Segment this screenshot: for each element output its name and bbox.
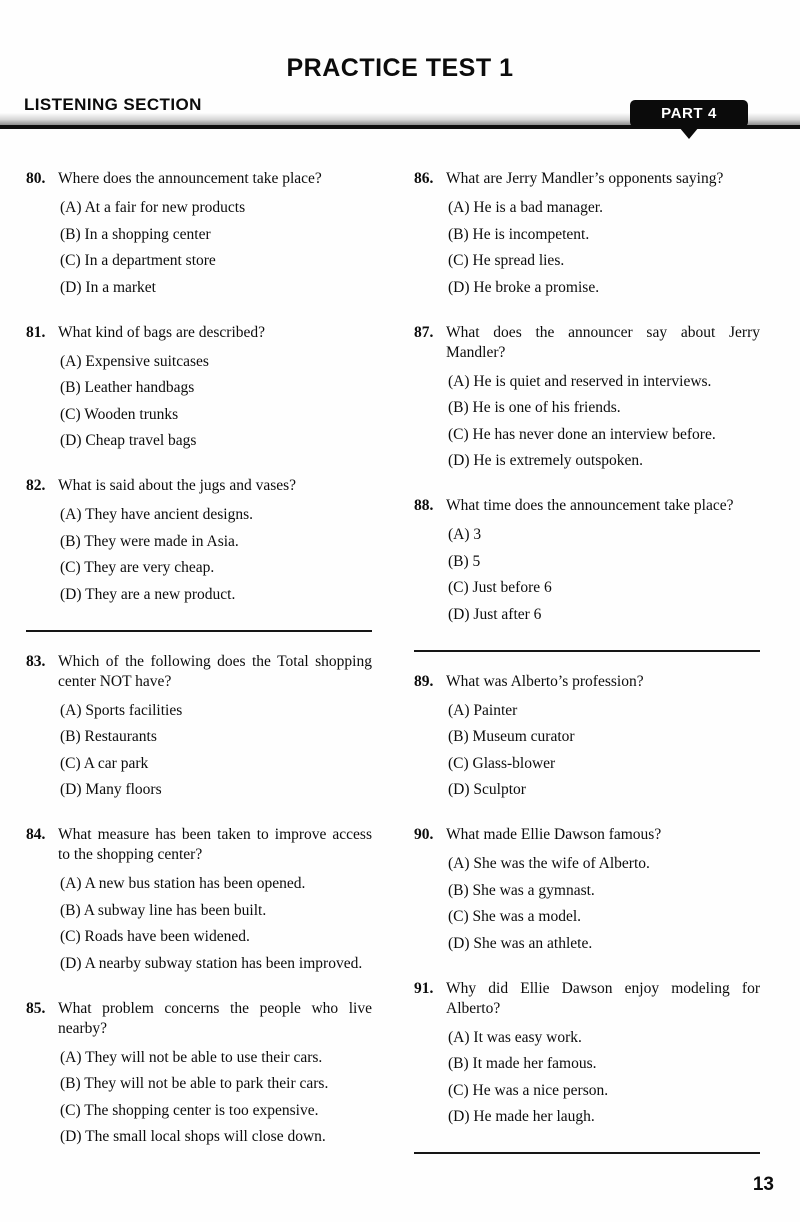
choice-text: She was a gymnast. xyxy=(472,881,595,899)
choice-label: (B) xyxy=(448,728,469,745)
question-number: 87. xyxy=(414,323,434,341)
question-number: 80. xyxy=(26,170,46,187)
choice-text: He has never done an interview before. xyxy=(472,425,716,443)
choice-B xyxy=(60,378,372,398)
question-number: 89. xyxy=(414,672,434,690)
question-91 xyxy=(414,979,760,1128)
question-number: 85. xyxy=(26,999,46,1017)
question-82 xyxy=(26,476,372,605)
choice-label: (A) xyxy=(448,372,470,390)
choice-B xyxy=(448,552,760,572)
choice-list xyxy=(448,1028,760,1128)
part-badge xyxy=(630,100,748,127)
question-90 xyxy=(414,825,760,954)
choice-text: A car park xyxy=(83,754,149,772)
questions-area xyxy=(0,129,800,1174)
choice-text: Glass-blower xyxy=(472,754,556,772)
choice-label: (D) xyxy=(60,585,82,603)
choice-label: (C) xyxy=(448,252,469,269)
choice-label: (A) xyxy=(448,1028,470,1046)
choice-D xyxy=(448,934,760,954)
choice-label: (B) xyxy=(448,1055,469,1072)
choice-label: (C) xyxy=(448,1081,469,1099)
choice-A xyxy=(448,198,760,218)
choice-label: (C) xyxy=(448,425,469,443)
choice-D xyxy=(60,954,372,974)
choice-B xyxy=(448,727,760,747)
choice-C xyxy=(60,251,372,271)
choice-label: (B) xyxy=(60,901,81,919)
choice-A xyxy=(60,1048,372,1068)
question-number: 81. xyxy=(26,323,46,341)
choice-D xyxy=(60,431,372,451)
group-divider xyxy=(26,630,372,632)
choice-D xyxy=(448,451,760,471)
choice-B xyxy=(448,398,760,418)
choice-text: They will not be able to park their cars. xyxy=(84,1075,329,1092)
question-80 xyxy=(26,169,372,298)
choice-label: (A) xyxy=(448,701,470,719)
question-83 xyxy=(26,652,372,801)
choice-text: A new bus station has been opened. xyxy=(84,875,306,892)
choice-A xyxy=(448,1028,760,1048)
choice-label: (B) xyxy=(448,552,469,570)
question-text: Where does the announcement take place? xyxy=(58,170,322,187)
choice-label: (D) xyxy=(448,781,470,798)
choice-D xyxy=(448,278,760,298)
choice-label: (B) xyxy=(448,399,469,416)
question-number: 90. xyxy=(414,826,434,843)
choice-text: Cheap travel bags xyxy=(85,432,197,449)
question-text: What kind of bags are described? xyxy=(58,323,266,341)
question-text: What was Alberto’s profession? xyxy=(446,672,644,690)
question-head xyxy=(414,825,760,845)
choice-list xyxy=(448,701,760,801)
choice-label: (D) xyxy=(448,934,470,952)
choice-text: He is incompetent. xyxy=(472,225,590,243)
choice-text: She was a model. xyxy=(472,908,582,925)
choice-A xyxy=(60,505,372,525)
group-divider xyxy=(414,1152,760,1154)
choice-D xyxy=(60,278,372,298)
question-81 xyxy=(26,323,372,452)
choice-text: Roads have been widened. xyxy=(84,928,250,945)
choice-label: (A) xyxy=(60,1048,82,1066)
choice-D xyxy=(60,780,372,800)
choice-label: (B) xyxy=(60,728,81,745)
choice-label: (A) xyxy=(60,352,82,370)
choice-C xyxy=(448,425,760,445)
question-head xyxy=(414,496,760,516)
choice-text: They are a new product. xyxy=(85,585,236,603)
choice-label: (D) xyxy=(60,1128,82,1145)
choice-A xyxy=(448,525,760,545)
choice-C xyxy=(448,754,760,774)
choice-label: (C) xyxy=(60,928,81,945)
choice-C xyxy=(448,907,760,927)
question-head xyxy=(26,652,372,692)
question-number: 83. xyxy=(26,652,46,670)
choice-list xyxy=(448,854,760,954)
choice-list xyxy=(60,352,372,452)
choice-text: She was an athlete. xyxy=(473,934,593,952)
choice-C xyxy=(60,927,372,947)
choice-text: He is extremely outspoken. xyxy=(473,452,644,469)
choice-text: 3 xyxy=(473,526,482,543)
choice-label: (C) xyxy=(60,754,81,772)
choice-label: (D) xyxy=(448,278,470,296)
question-text: What problem concerns the people who live nearby? xyxy=(58,999,372,1037)
question-head xyxy=(414,672,760,692)
choice-label: (A) xyxy=(60,701,82,719)
question-head xyxy=(414,979,760,1019)
choice-D xyxy=(448,605,760,625)
choice-label: (D) xyxy=(448,452,470,469)
choice-text: He made her laugh. xyxy=(473,1108,595,1125)
choice-label: (B) xyxy=(60,225,81,243)
choice-A xyxy=(60,198,372,218)
choice-text: The small local shops will close down. xyxy=(85,1128,326,1145)
choice-label: (A) xyxy=(60,875,82,892)
choice-B xyxy=(448,881,760,901)
choice-text: It was easy work. xyxy=(473,1028,582,1046)
choice-text: Just after 6 xyxy=(473,605,542,623)
page-number: 13 xyxy=(752,1174,774,1195)
choice-label: (C) xyxy=(448,908,469,925)
page-title: PRACTICE TEST 1 xyxy=(286,54,514,82)
choice-text: It made her famous. xyxy=(472,1055,597,1072)
choice-label: (D) xyxy=(60,278,82,296)
question-text: What are Jerry Mandler’s opponents saying? xyxy=(446,170,724,187)
choice-text: At a fair for new products xyxy=(84,199,246,216)
choice-text: Painter xyxy=(473,701,518,719)
question-head xyxy=(26,323,372,343)
question-text: What made Ellie Dawson famous? xyxy=(446,826,662,843)
choice-list xyxy=(60,505,372,605)
choice-C xyxy=(448,1081,760,1101)
choice-label: (B) xyxy=(448,225,469,243)
question-89 xyxy=(414,672,760,801)
choice-list xyxy=(448,198,760,298)
choice-A xyxy=(448,701,760,721)
choice-C xyxy=(60,558,372,578)
question-number: 82. xyxy=(26,477,46,494)
choice-A xyxy=(448,372,760,392)
choice-label: (C) xyxy=(60,1101,81,1119)
question-head xyxy=(26,169,372,189)
choice-C xyxy=(60,405,372,425)
choice-label: (A) xyxy=(448,855,470,872)
choice-label: (A) xyxy=(448,526,470,543)
choice-label: (A) xyxy=(60,199,82,216)
question-text: What measure has been taken to improve access to the shopping center? xyxy=(58,826,372,863)
choice-list xyxy=(448,525,760,625)
question-text: What does the announcer say about Jerry Mandler? xyxy=(446,323,760,361)
choice-label: (C) xyxy=(60,559,81,576)
choice-text: He is quiet and reserved in interviews. xyxy=(473,372,712,390)
question-number: 91. xyxy=(414,979,434,997)
choice-text: 5 xyxy=(472,552,481,570)
question-head xyxy=(26,476,372,496)
choice-text: He was a nice person. xyxy=(472,1081,609,1099)
choice-text: Sports facilities xyxy=(85,701,183,719)
choice-label: (C) xyxy=(60,252,81,269)
question-number: 84. xyxy=(26,826,46,843)
column-1 xyxy=(26,169,372,1174)
choice-D xyxy=(60,1127,372,1147)
choice-label: (A) xyxy=(448,199,470,216)
choice-text: Just before 6 xyxy=(472,579,552,596)
choice-C xyxy=(448,578,760,598)
choice-text: A nearby subway station has been improved. xyxy=(84,954,363,972)
choice-C xyxy=(60,754,372,774)
question-head xyxy=(26,999,372,1039)
choice-text: He is one of his friends. xyxy=(472,399,621,416)
choice-label: (B) xyxy=(448,881,469,899)
choice-text: They were made in Asia. xyxy=(84,532,239,550)
choice-text: Museum curator xyxy=(472,728,575,745)
choice-text: A subway line has been built. xyxy=(83,901,267,919)
part-badge-label: PART 4 xyxy=(661,105,717,122)
choice-label: (D) xyxy=(60,954,82,972)
section-header xyxy=(0,95,800,129)
column-2 xyxy=(414,169,760,1174)
choice-label: (D) xyxy=(60,781,82,798)
choice-label: (B) xyxy=(60,379,81,396)
question-head xyxy=(414,169,760,189)
choice-B xyxy=(60,532,372,552)
choice-B xyxy=(60,225,372,245)
choice-text: She was the wife of Alberto. xyxy=(473,855,650,872)
choice-A xyxy=(60,874,372,894)
question-85 xyxy=(26,999,372,1148)
choice-label: (D) xyxy=(448,1108,470,1125)
choice-B xyxy=(448,1054,760,1074)
question-text: Why did Ellie Dawson enjoy modeling for Alberto? xyxy=(446,979,760,1017)
choice-D xyxy=(448,780,760,800)
choice-text: In a shopping center xyxy=(84,225,211,243)
question-head xyxy=(414,323,760,363)
choice-label: (B) xyxy=(60,1075,81,1092)
group-divider xyxy=(414,650,760,652)
choice-list xyxy=(60,1048,372,1148)
choice-label: (C) xyxy=(448,754,469,772)
question-86 xyxy=(414,169,760,298)
choice-A xyxy=(60,352,372,372)
choice-B xyxy=(60,901,372,921)
choice-label: (C) xyxy=(60,405,81,423)
question-text: What is said about the jugs and vases? xyxy=(58,477,297,494)
choice-list xyxy=(60,198,372,298)
choice-text: He is a bad manager. xyxy=(473,199,603,216)
choice-list xyxy=(60,701,372,801)
choice-text: Restaurants xyxy=(84,728,157,745)
choice-text: Expensive suitcases xyxy=(85,352,209,370)
choice-text: In a department store xyxy=(84,252,216,269)
choice-text: They have ancient designs. xyxy=(85,506,253,523)
choice-text: He broke a promise. xyxy=(473,278,600,296)
question-87 xyxy=(414,323,760,472)
choice-B xyxy=(60,1074,372,1094)
question-number: 86. xyxy=(414,170,434,187)
question-84 xyxy=(26,825,372,974)
choice-D xyxy=(448,1107,760,1127)
choice-label: (D) xyxy=(448,605,470,623)
choice-B xyxy=(60,727,372,747)
choice-list xyxy=(448,372,760,472)
choice-A xyxy=(448,854,760,874)
choice-C xyxy=(60,1101,372,1121)
choice-label: (B) xyxy=(60,532,81,550)
choice-text: Wooden trunks xyxy=(84,405,179,423)
choice-C xyxy=(448,251,760,271)
choice-D xyxy=(60,585,372,605)
question-text: Which of the following does the Total shopping center NOT have? xyxy=(58,652,372,690)
choice-list xyxy=(60,874,372,974)
choice-label: (D) xyxy=(60,432,82,449)
choice-text: They will not be able to use their cars. xyxy=(85,1048,323,1066)
choice-text: Many floors xyxy=(85,781,162,798)
choice-text: Sculptor xyxy=(473,781,526,798)
section-label: LISTENING SECTION xyxy=(24,95,202,114)
choice-text: In a market xyxy=(85,278,156,296)
question-88 xyxy=(414,496,760,625)
question-text: What time does the announcement take place? xyxy=(446,497,734,514)
choice-text: The shopping center is too expensive. xyxy=(84,1101,319,1119)
choice-B xyxy=(448,225,760,245)
choice-text: They are very cheap. xyxy=(84,559,215,576)
choice-text: He spread lies. xyxy=(472,252,565,269)
question-number: 88. xyxy=(414,497,434,514)
choice-text: Leather handbags xyxy=(84,379,195,396)
choice-A xyxy=(60,701,372,721)
choice-label: (C) xyxy=(448,579,469,596)
question-head xyxy=(26,825,372,865)
choice-label: (A) xyxy=(60,506,82,523)
